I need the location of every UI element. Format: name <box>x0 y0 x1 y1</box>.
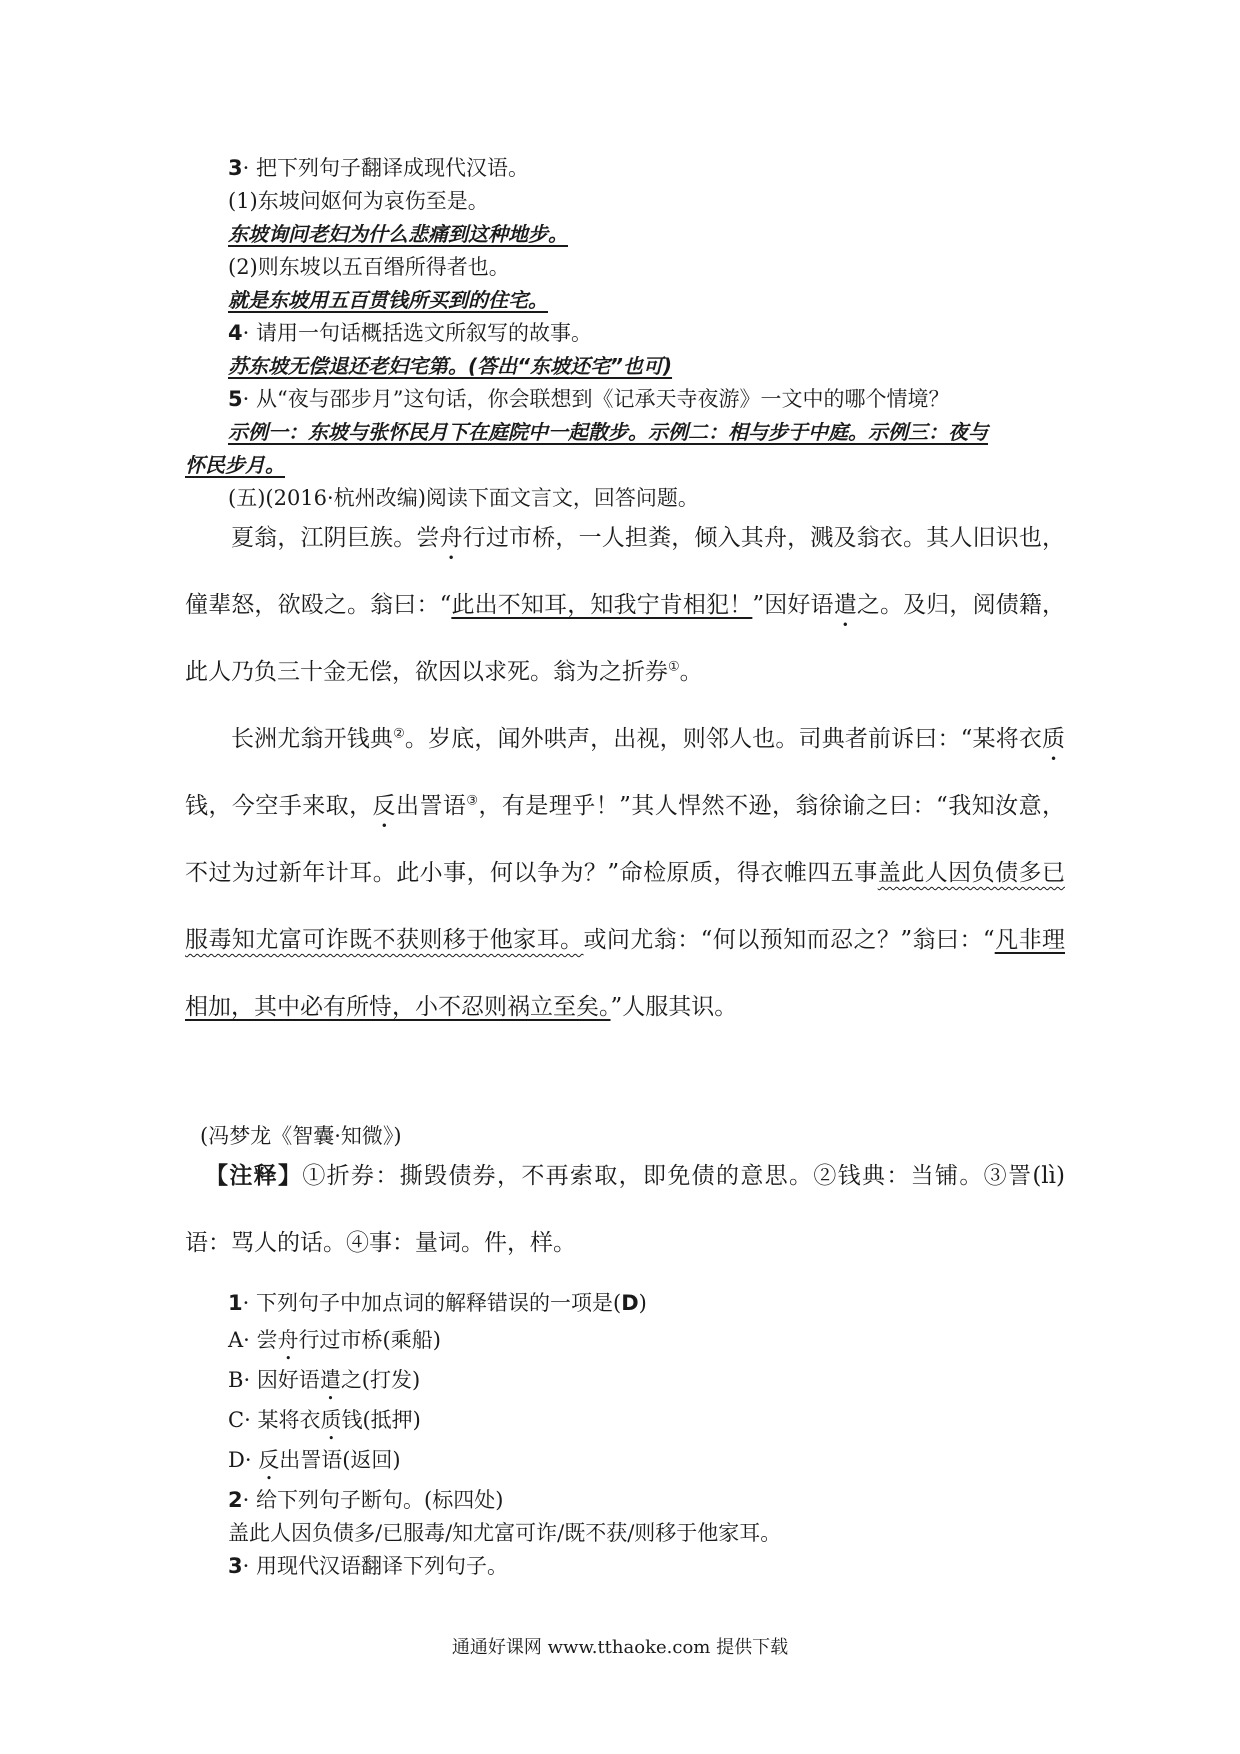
dotted-word: 遣 <box>833 592 857 618</box>
answer-4: 苏东坡无偿退还老妇宅第。(答出“东坡还宅”也可) <box>228 354 673 378</box>
subquestion-2: 2· 给下列句子断句。(标四处) <box>228 1488 504 1512</box>
annotation-label: 【注释】 <box>205 1163 303 1189</box>
answer-choice: D <box>621 1291 639 1315</box>
option-a: A· 尝舟行过市桥(乘船) <box>228 1328 441 1352</box>
option-b: B· 因好语遣之(打发) <box>228 1368 421 1392</box>
question-number: 3 <box>228 156 243 180</box>
dotted-word: 反 <box>372 793 396 819</box>
subquestion-2-answer: 盖此人因负债多/已服毒/知尤富可诈/既不获/则移于他家耳。 <box>228 1521 782 1545</box>
passage-paragraph-2: 长洲尤翁开钱典②。岁底，闻外哄声，出视，则邻人也。司典者前诉曰：“某将衣质钱，今空手来取，反出詈语③，有是理乎！”其人悍然不逊，翁徐谕之曰：“我知汝意，不过为过新年计耳。此小事，何以争为？”命检原质，得衣帷四五事盖此人因负债多已服毒知尤富可诈既不获则移于他家耳。或问尤翁：“何以预知而忍之？”翁曰：“凡非理相加，其中必有所恃，小不忍则祸立至矣。”人服其识。 <box>185 726 1066 1020</box>
answer-2: 就是东坡用五百贯钱所买到的住宅。 <box>228 288 548 312</box>
answer-5-line-1: 示例一：东坡与张怀民月下在庭院中一起散步。示例二：相与步于中庭。示例三：夜与 <box>228 420 988 444</box>
dotted-word: 质 <box>1042 726 1066 752</box>
question-5: 5· 从“夜与邵步月”这句话，你会联想到《记承天寺夜游》一文中的哪个情境？ <box>228 387 950 411</box>
sentence-1: (1)东坡问妪何为哀伤至是。 <box>228 189 489 213</box>
question-4: 4· 请用一句话概括选文所叙写的故事。 <box>228 321 592 345</box>
underlined-sentence: 凡非理相加，其中必有所恃，小不忍则祸立至矣。 <box>185 927 1066 1020</box>
note-marker: ① <box>668 659 680 675</box>
wavy-underlined-sentence: 盖此人因负债多已服毒知尤富可诈既不获则移于他家耳。 <box>185 860 1065 953</box>
answer-5-line-2: 怀民步月。 <box>185 453 285 477</box>
option-d: D· 反出詈语(返回) <box>228 1448 401 1472</box>
sentence-2: (2)则东坡以五百缗所得者也。 <box>228 255 510 279</box>
subquestion-3: 3· 用现代汉语翻译下列句子。 <box>228 1554 508 1578</box>
passage-source: (冯梦龙《智囊·知微》) <box>200 1124 402 1148</box>
annotation: 【注释】①折券：撕毁债券，不再索取，即免债的意思。②钱典：当铺。③詈(lì)语：骂人的话。④事：量词。件，样。 <box>185 1163 1065 1256</box>
question-text: 把下列句子翻译成现代汉语。 <box>256 156 529 180</box>
page-footer: 通通好课网 www.tthaoke.com 提供下载 <box>451 1637 789 1658</box>
passage-paragraph-1: 夏翁，江阴巨族。尝舟行过市桥，一人担粪，倾入其舟，溅及翁衣。其人旧识也，僮辈怒，欲殴之。翁曰：“此出不知耳，知我宁肯相犯！”因好语遣之。及归，阅债籍，此人乃负三十金无偿，欲因以求死。翁为之折券①。 <box>185 525 1066 685</box>
underlined-sentence: 此出不知耳，知我宁肯相犯！ <box>451 592 753 618</box>
note-marker: ③ <box>466 793 479 809</box>
answer-1: 东坡询问老妇为什么悲痛到这种地步。 <box>228 222 568 246</box>
subquestion-1: 1· 下列句子中加点词的解释错误的一项是(D) <box>228 1291 647 1315</box>
section-heading: (五)(2016·杭州改编)阅读下面文言文，回答问题。 <box>228 486 699 510</box>
dotted-word: 舟 <box>439 525 463 551</box>
option-c: C· 某将衣质钱(抵押) <box>228 1408 421 1432</box>
question-3: 3· 把下列句子翻译成现代汉语。 <box>228 156 529 180</box>
note-marker: ② <box>393 726 405 742</box>
